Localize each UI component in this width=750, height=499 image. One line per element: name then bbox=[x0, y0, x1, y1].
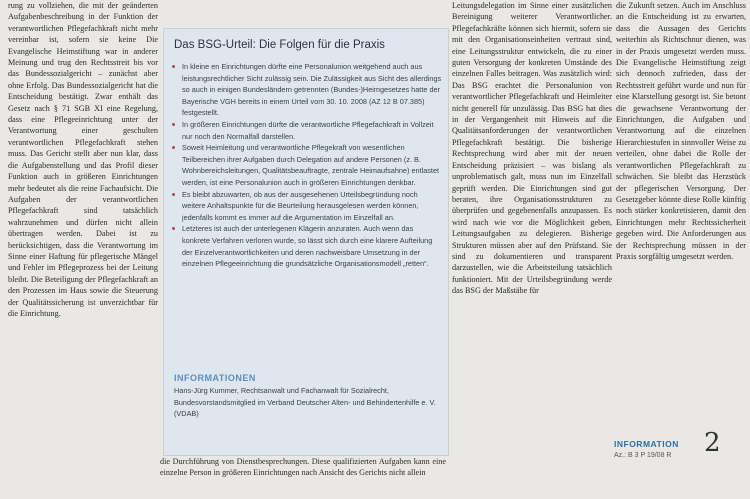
list-item bbox=[172, 61, 442, 119]
info-box bbox=[163, 28, 449, 456]
column-2-text: die Durchführung von Dienstbesprechungen. Diese qualifizierten Aufgaben kann eine einzelne Person in größeren Einrichtungen nach Ansicht des Gerichts nicht allein bbox=[160, 457, 446, 478]
footer-case-reference: Az.: B 3 P 19/08 R bbox=[614, 452, 672, 459]
bullet-icon bbox=[172, 193, 175, 196]
article-column-1 bbox=[8, 0, 158, 499]
list-item bbox=[172, 189, 442, 224]
info-author-text: Hans-Jürg Kummer, Rechtsanwalt und Fachanwalt für Sozialrecht, Bundesvorstandsmitglied im Verband Deutscher Alten- und Behindertenhilfe e. V. (VDAB) bbox=[174, 386, 436, 419]
list-item-text: In kleine en Einrichtungen dürfte eine Personalunion weitgehend auch aus leistungsrechtlicher Sicht zulässig sein. Die Zulässigkeit aus Sicht des allerdings so auch in einigen Bundesländern getrennten (Bundes-)Heimgesetzes hatte der Bayerische VGH bereits in einem Urteil vom 30. 10. 2008 (AZ 12 B 07.385) festgestellt. bbox=[182, 62, 442, 118]
info-box-list bbox=[172, 61, 442, 270]
column-3-text: Leitungsdelegation im Sinne einer zusätzlichen Bereinigung weiterer Verantwortlicher. Pflegefachkräfte können sich hiermit, sofern sie mit den Organisationseinheiten vertraut sind, eine Leitungsstruktur entwickeln, die zu einer guten Versorgung der konkreten Umstände des einzelnen Falles beitragen. Was zusätzlich wird: Das BSG erachtet die Personalunion von verantwortlicher Pflegefachkraft und Heimleiter nicht generell für unzulässig. Das BSG hat dies in der Vergangenheit mit Hinweis auf die Qualitätsanforderungen der verantwortlichen Pflegefachkraft bestätigt. Die bisherige Rechtsprechung wird aber mit der neuen Entscheidung präzisiert – was bislang als unproblematisch galt, muss nun im Einzelfall geprüft werden. Die Einrichtungen sind gut beraten, ihre Organisationsstrukturen zu überprüfen und gegebenenfalls anzupassen. Es wird nach wie vor die Möglichkeit geben, Leitungsaufgaben zu delegieren. Bisherige Strukturen müssen aber auf den Prüfstand. Sie sind zu dokumentieren und transparent darzustellen, wie die Arbeitsteilung tatsächlich funktioniert. Mit der Urteilsbegründung werde das BSG der Maßstäbe für bbox=[452, 1, 612, 296]
column-4-text: die Zukunft setzen. Auch im Anschluss an die Entscheidung ist zu erwarten, dass die Aussagen des Gerichts weiterhin als Richtschnur dienen, was in der Praxis umgesetzt werden muss. Die Evangelische Heimstiftung zeigt sich dennoch zufrieden, dass der Rechtsstreit geführt wurde und nun für eine Klarstellung gesorgt ist. Sie betont die gewachsene Verantwortung der Einrichtungen, die Aufgaben und Verantwortung auf die einzelnen Hierarchiestufen in sinnvoller Weise zu verteilen, ohne dabei die Rolle der verantwortlichen Pflegefachkraft zu schwächen. Sie bleibt das Herzstück der pflegerischen Versorgung. Der Gesetzgeber könnte diese Rolle künftig noch stärker konkretisieren, damit den Einrichtungen mehr Rechtssicherheit gegeben wird. Die Anforderungen aus der Rechtsprechung müssen in der Praxis sorgfältig umgesetzt werden. bbox=[616, 1, 746, 261]
article-column-3 bbox=[452, 0, 612, 499]
list-item-text: Letzteres ist auch der unterlegenen Klägerin anzuraten. Auch wenn das konkrete Verfahren verloren wurde, so lässt sich durch eine klarere Aufteilung der Einzelverantwortlichkeiten und deren nachweisbare Umsetzung in der einzelnen Pflegeeinrichtung die grundsätzliche Organisationsmodell „retten“. bbox=[182, 224, 433, 269]
bullet-icon bbox=[172, 146, 175, 149]
column-1-text: rung zu vollziehen, die mit der geänderten Aufgabenbeschreibung in der Funktion der verantwortlichen Pflegefachkraft nicht mehr vereinbar ist, sofern sie keine Die Evangelische Heimstiftung war in anderer Meinung und trug den Rechtsstreit bis vor das Bundessozialgericht – zunächst aber ohne Erfolg. Das Bundessozialgericht hat die Entscheidung bestätigt. Zwar enthält das Gesetz nach § 71 SGB XI eine Regelung, dass eine Pflegeeinrichtung unter der Verantwortung einer geschulten verantwortlichen Pflegefachkraft stehen muss. Das Gericht stellt aber nun klar, dass die Aufgabenstellung und das Profil dieser Funktion auch in größeren Einrichtungen mehr bedeutet als die reine Fachaufsicht. Die Aufgaben der verantwortlichen Pflegefachkraft sind tatsächlich wahrzunehmen und dürfen nicht allein übertragen werden. Dabei ist zu berücksichtigen, dass die Verantwortung im Sinne einer Haftung für pflegerische Mängel und Fehler im Pflegeprozess bei der Leitung bleibt. Die Beteiligung der Pflegefachkraft an den Prozessen im Haus sowie die Steuerung der Qualitätssicherung ist unverzichtbar für die Einrichtung. bbox=[8, 1, 158, 318]
bullet-icon bbox=[172, 65, 175, 68]
article-column-4 bbox=[616, 0, 746, 434]
info-box-title: Das BSG-Urteil: Die Folgen für die Praxis bbox=[174, 39, 385, 51]
list-item-text: Soweit Heimleitung und verantwortliche Pflegekraft von wesentlichen Teilbereichen ihrer Aufgaben durch Delegation auf andere Personen (z. B. Wohnbereichsleitungen, Qualitätsbeauftragte, zentrale Heimaufsahne) entlastet werden, ist eine Personalunion auch in größeren Einrichtungen denkbar. bbox=[182, 143, 440, 187]
info-heading: INFORMATIONEN bbox=[174, 373, 256, 383]
list-item bbox=[172, 142, 442, 188]
list-item bbox=[172, 119, 442, 142]
list-item bbox=[172, 223, 442, 269]
footer-information-label: INFORMATION bbox=[614, 439, 679, 449]
page-number: 2 bbox=[704, 428, 721, 458]
bullet-icon bbox=[172, 123, 175, 126]
bullet-icon bbox=[172, 227, 175, 230]
list-item-text: In größeren Einrichtungen dürfte die verantwortliche Pflegefachkraft in Vollzeit nur noch den Normalfall darstellen. bbox=[182, 119, 434, 141]
list-item-text: Es bleibt abzuwarten, ob aus der ausgesehenen Urteilsbegründung noch weitere Anhaltspunkte für die Beurteilung herausgelesen werden können, jedenfalls kommt es immer auf die Argumentation im Einzelfall an. bbox=[182, 189, 419, 222]
